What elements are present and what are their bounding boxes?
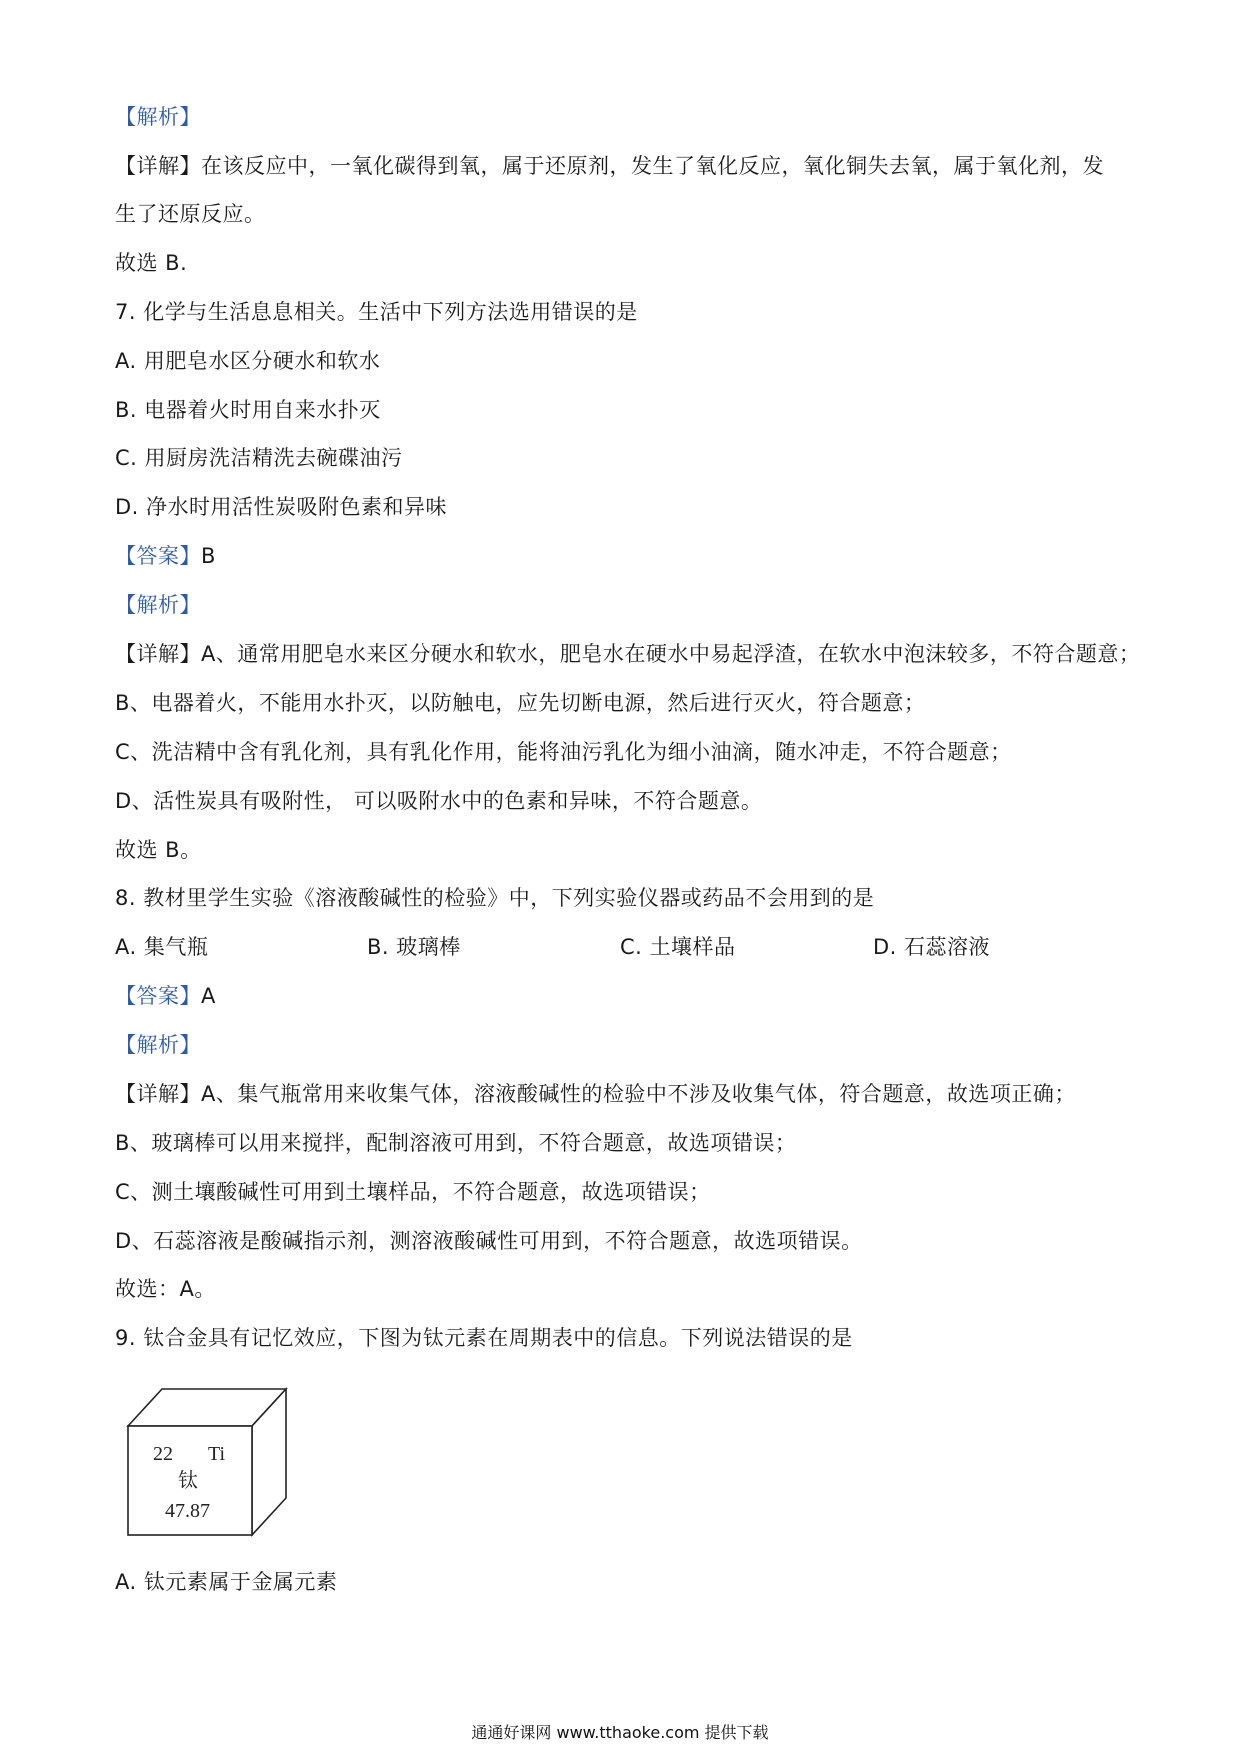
answer-tag: 【答案】 (115, 984, 201, 1008)
q9-option-a: A. 钛元素属于金属元素 (115, 1570, 338, 1594)
q8-detail-d: D、石蕊溶液是酸碱指示剂，测溶液酸碱性可用到，不符合题意，故选项错误。 (115, 1229, 863, 1253)
q8-detail-a (115, 1080, 1076, 1108)
q8-option-a: A. 集气瓶 (115, 935, 209, 959)
detail-text: A、通常用肥皂水来区分硬水和软水，肥皂水在硬水中易起浮渣，在软水中泡沫较多，不符合题意； (201, 642, 1141, 666)
q7-option-b: B. 电器着火时用自来水扑灭 (115, 398, 381, 422)
answer-value: A (201, 984, 216, 1008)
q8-option-b: B. 玻璃棒 (367, 935, 461, 959)
q8-detail-c: C、测土壤酸碱性可用到土壤样品，不符合题意，故选项错误； (115, 1180, 711, 1204)
q8-option-c: C. 土壤样品 (620, 935, 736, 959)
q7-detail-c: C、洗洁精中含有乳化剂，具有乳化作用，能将油污乳化为细小油滴，随水冲走，不符合题意； (115, 740, 1012, 764)
q6-detail-line1 (115, 152, 1104, 180)
element-cube-figure (126, 1386, 290, 1538)
answer-tag: 【答案】 (115, 544, 201, 568)
q8-analysis-tag: 【解析】 (115, 1033, 201, 1057)
analysis-tag: 【解析】 (115, 105, 201, 129)
q8-detail-b: B、玻璃棒可以用来搅拌，配制溶液可用到，不符合题意，故选项错误； (115, 1131, 797, 1155)
q9-stem: 9. 钛合金具有记忆效应，下图为钛元素在周期表中的信息。下列说法错误的是 (115, 1326, 853, 1350)
q8-conclusion: 故选：A。 (115, 1277, 216, 1301)
q6-detail-line2: 生了还原反应。 (115, 202, 266, 226)
q7-option-a: A. 用肥皂水区分硬水和软水 (115, 349, 381, 373)
q6-conclusion: 故选 B. (115, 251, 188, 275)
q8-option-d: D. 石蕊溶液 (873, 935, 991, 959)
q7-detail-d: D、活性炭具有吸附性， 可以吸附水中的色素和异味，不符合题意。 (115, 789, 763, 813)
q7-stem: 7. 化学与生活息息相关。生活中下列方法选用错误的是 (115, 300, 638, 324)
q7-option-c: C. 用厨房洗洁精洗去碗碟油污 (115, 446, 403, 470)
detail-tag: 【详解】 (115, 1082, 201, 1106)
q8-stem: 8. 教材里学生实验《溶液酸碱性的检验》中，下列实验仪器或药品不会用到的是 (115, 886, 875, 910)
element-name: 钛 (178, 1468, 198, 1492)
detail-tag: 【详解】 (115, 154, 201, 178)
q7-detail-b: B、电器着火，不能用水扑灭，以防触电，应先切断电源，然后进行灭火，符合题意； (115, 691, 926, 715)
detail-text: A、集气瓶常用来收集气体，溶液酸碱性的检验中不涉及收集气体，符合题意，故选项正确； (201, 1082, 1076, 1106)
q8-answer (115, 982, 216, 1010)
q7-conclusion: 故选 B。 (115, 838, 202, 862)
element-symbol: Ti (208, 1443, 226, 1465)
detail-text: 在该反应中，一氧化碳得到氧，属于还原剂，发生了氧化反应，氧化铜失去氧，属于氧化剂，发 (201, 154, 1104, 178)
page-footer: 通通好课网 www.tthaoke.com 提供下载 (471, 1723, 769, 1742)
answer-value: B (201, 544, 216, 568)
q7-answer (115, 542, 216, 570)
q7-detail-a (115, 640, 1140, 668)
detail-tag: 【详解】 (115, 642, 201, 666)
q7-analysis-tag: 【解析】 (115, 593, 201, 617)
atomic-mass: 47.87 (165, 1500, 210, 1522)
atomic-number: 22 (153, 1443, 173, 1465)
q7-option-d: D. 净水时用活性炭吸附色素和异味 (115, 495, 448, 519)
